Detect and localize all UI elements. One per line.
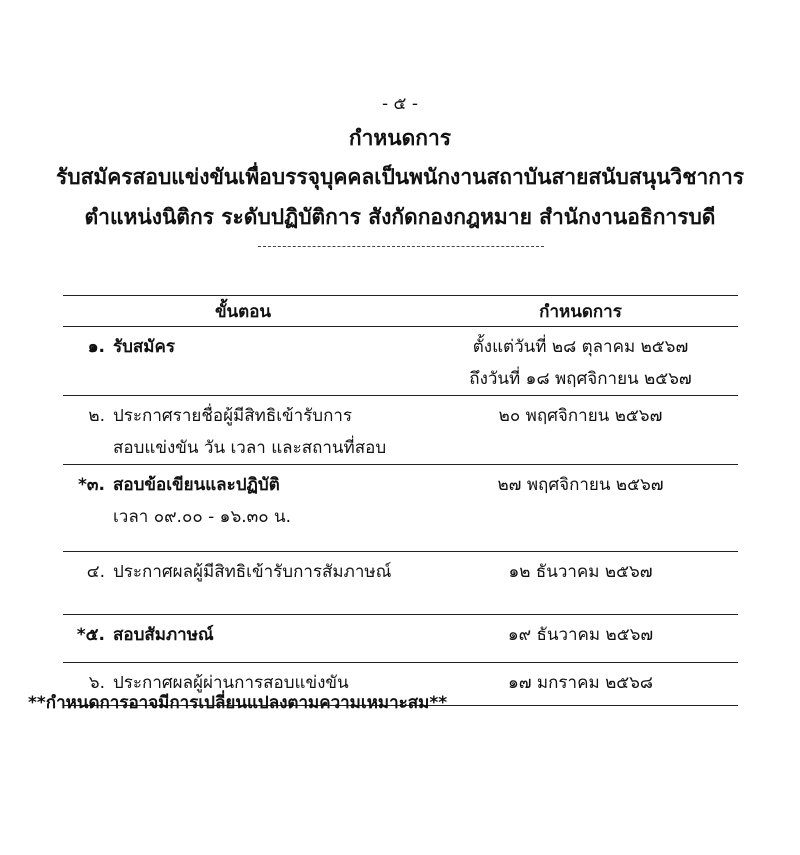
step-number: ๖. (88, 673, 105, 693)
page-number: - ๕ - (382, 94, 418, 114)
table-row (63, 396, 738, 465)
table-row (63, 327, 738, 396)
date-cell (423, 552, 738, 615)
footnote: **กำหนดการอาจมีการเปลี่ยนแปลงตามความเหมาะสม** (28, 693, 448, 713)
date-text: ถึงวันที่ ๑๘ พฤศจิกายน ๒๕๖๗ (469, 369, 692, 389)
step-label: ประกาศรายชื่อผู้มีสิทธิเข้ารับการ (113, 406, 353, 426)
date-cell (423, 327, 738, 396)
date-text: ๑๙ ธันวาคม ๒๕๖๗ (507, 625, 654, 645)
date-text: ๑๒ ธันวาคม ๒๕๖๗ (508, 562, 653, 582)
step-label: สอบสัมภาษณ์ (113, 625, 214, 645)
date-cell (423, 663, 738, 706)
step-cell (63, 552, 423, 615)
header-schedule: กำหนดการ (423, 296, 738, 327)
date-text: ๒๗ พฤศจิกายน ๒๕๖๗ (497, 475, 664, 495)
schedule-table (63, 295, 738, 706)
step-cell (63, 396, 423, 465)
date-text: ตั้งแต่วันที่ ๒๘ ตุลาคม ๒๕๖๗ (472, 337, 689, 357)
step-cell (63, 327, 423, 396)
document-position-line: ตำแหน่งนิติกร ระดับปฏิบัติการ สังกัดกองกฎหมาย สำนักงานอธิการบดี (84, 205, 716, 229)
step-time: เวลา ๐๙.๐๐ - ๑๖.๓๐ น. (113, 507, 292, 527)
document-subtitle: รับสมัครสอบแข่งขันเพื่อบรรจุบุคคลเป็นพนักงานสถาบันสายสนับสนุนวิชาการ (55, 165, 745, 189)
table-row (63, 465, 738, 552)
table-row (63, 615, 738, 663)
step-label-continued: สอบแข่งขัน วัน เวลา และสถานที่สอบ (113, 438, 387, 458)
step-label: สอบข้อเขียนและปฏิบัติ (113, 475, 280, 495)
date-text: ๑๗ มกราคม ๒๕๖๘ (507, 673, 654, 693)
header-step: ขั้นตอน (63, 296, 423, 327)
step-number: *๕. (76, 625, 105, 645)
step-label: รับสมัคร (113, 337, 176, 357)
step-cell (63, 465, 423, 552)
step-cell (63, 615, 423, 663)
table-header-row (63, 296, 738, 327)
step-number: *๓. (78, 475, 105, 495)
date-cell (423, 396, 738, 465)
table-row (63, 552, 738, 615)
step-number: ๑. (87, 337, 105, 357)
step-number: ๒. (88, 406, 105, 426)
step-label: ประกาศผลผู้มีสิทธิเข้ารับการสัมภาษณ์ (113, 562, 392, 582)
date-text: ๒๐ พฤศจิกายน ๒๕๖๗ (498, 406, 663, 426)
step-number: ๔. (86, 562, 105, 582)
document-title: กำหนดการ (348, 126, 452, 150)
dashed-divider (258, 246, 544, 247)
step-label: ประกาศผลผู้ผ่านการสอบแข่งขัน (113, 673, 349, 693)
date-cell (423, 465, 738, 552)
date-cell (423, 615, 738, 663)
